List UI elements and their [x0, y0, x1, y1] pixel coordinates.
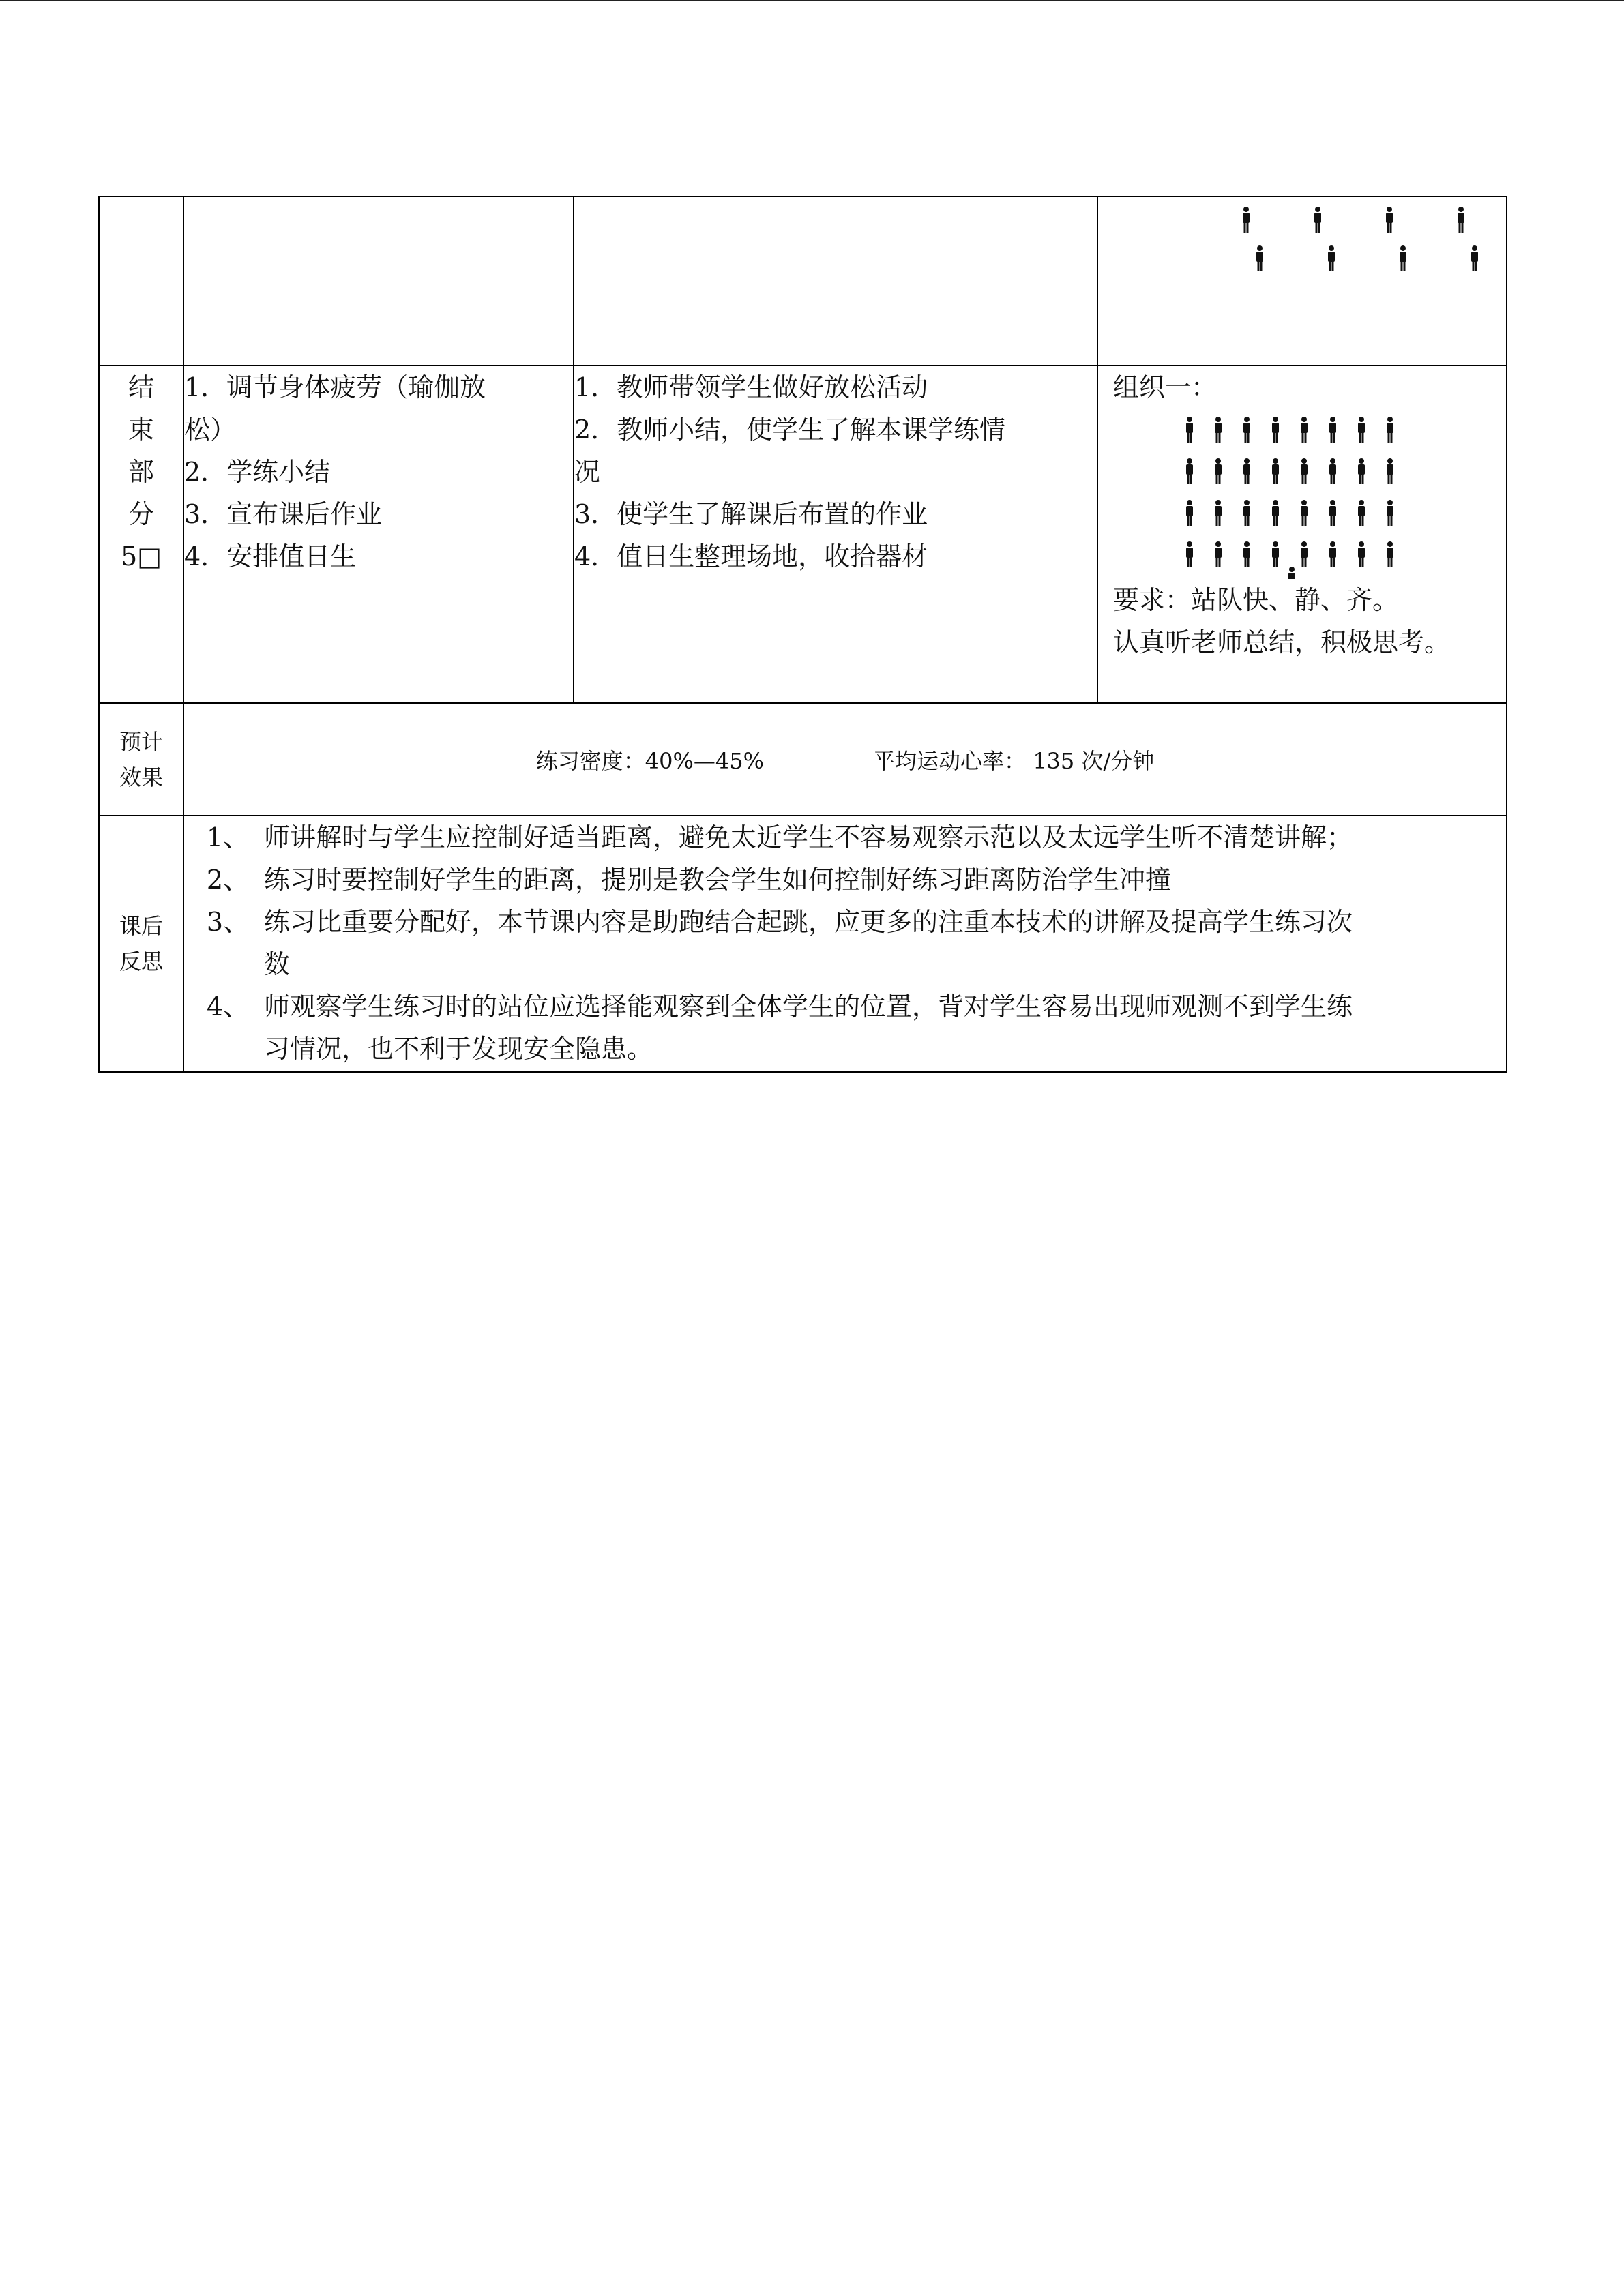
item-text: 练习比重要分配好，本节课内容是助跑结合起跳，应更多的注重本技术的讲解及提高学生练习次	[264, 907, 1353, 937]
student-figure-icon	[1458, 207, 1464, 233]
label-line: 效果	[119, 764, 163, 790]
student-figure-icon	[1329, 458, 1336, 484]
item-text: 师观察学生练习时的站位应选择能观察到全体学生的位置，背对学生容易出现师观测不到学生练	[264, 992, 1353, 1022]
content-line: 3．宣布课后作业	[184, 499, 383, 529]
ending-content-cell	[183, 366, 574, 703]
reflection-label	[99, 816, 183, 1072]
content-line: 1．调节身体疲劳（瑜伽放	[184, 372, 486, 402]
student-figure-icon	[1243, 417, 1250, 443]
continued-row	[99, 196, 1507, 366]
student-figure-icon	[1314, 207, 1321, 233]
student-figure-icon	[1272, 458, 1279, 484]
continued-label-cell	[99, 196, 183, 366]
student-figure-icon	[1329, 541, 1336, 567]
student-figure-icon	[1387, 500, 1393, 526]
method-line: 1．教师带领学生做好放松活动	[574, 372, 928, 402]
requirement-line: 认真听老师总结，积极思考。	[1113, 627, 1451, 657]
student-figure-icon	[1215, 500, 1222, 526]
method-line: 3．使学生了解课后布置的作业	[574, 499, 928, 529]
student-figure-icon	[1243, 207, 1250, 233]
student-figure-icon	[1186, 458, 1193, 484]
ending-organization-cell	[1097, 366, 1507, 703]
student-figure-icon	[1471, 245, 1478, 271]
student-figure-icon	[1215, 458, 1222, 484]
student-figure-icon	[1301, 541, 1308, 567]
student-figure-icon	[1272, 541, 1279, 567]
label-line: 预计	[119, 728, 163, 755]
page-top-border	[0, 0, 1624, 1]
student-figure-icon	[1288, 567, 1295, 579]
label-char: 束	[128, 415, 154, 445]
student-figure-icon	[1387, 417, 1393, 443]
lesson-plan-table	[98, 196, 1507, 1073]
reflection-cell	[183, 816, 1507, 1072]
student-figure-icon	[1329, 500, 1336, 526]
student-figure-icon	[1301, 500, 1308, 526]
continued-organization-cell	[1097, 196, 1507, 366]
organization-title: 组织一：	[1113, 372, 1217, 402]
student-figure-icon	[1387, 541, 1393, 567]
practice-density: 练习密度：40%—45%	[535, 747, 765, 774]
ending-section-row	[99, 366, 1507, 703]
content-line: 2．学练小结	[184, 457, 331, 487]
label-char: 部	[128, 457, 154, 487]
student-formation-diagram-top	[1098, 197, 1507, 279]
student-formation-diagram	[1113, 408, 1495, 579]
student-figure-icon	[1186, 541, 1193, 567]
student-figure-icon	[1243, 541, 1250, 567]
student-figure-icon	[1256, 245, 1263, 271]
method-line: 4．值日生整理场地，收拾器材	[574, 541, 928, 571]
reflection-item	[184, 816, 1506, 859]
student-figure-icon	[1328, 245, 1335, 271]
expected-effect-row	[99, 703, 1507, 816]
item-text: 练习时要控制好学生的距离，提别是教会学生如何控制好练习距离防治学生冲撞	[264, 865, 1172, 895]
item-number: 1、	[206, 822, 249, 852]
student-figure-icon	[1358, 417, 1365, 443]
item-number: 2、	[206, 865, 249, 895]
student-figure-icon	[1243, 458, 1250, 484]
label-char: 分	[128, 499, 154, 529]
item-text: 师讲解时与学生应控制好适当距离，避免太近学生不容易观察示范以及太远学生听不清楚讲解；	[264, 822, 1353, 852]
label-char: 结	[128, 372, 154, 402]
content-line: 4．安排值日生	[184, 541, 357, 571]
student-figure-icon	[1386, 207, 1393, 233]
student-figure-icon	[1358, 541, 1365, 567]
student-figure-icon	[1400, 245, 1406, 271]
expected-effect-label	[99, 703, 183, 816]
continued-method-cell	[574, 196, 1097, 366]
student-figure-icon	[1215, 541, 1222, 567]
student-figure-icon	[1243, 500, 1250, 526]
label-duration: 5□	[120, 541, 162, 571]
method-line: 况	[574, 457, 601, 487]
student-figure-icon	[1358, 458, 1365, 484]
student-figure-icon	[1215, 417, 1222, 443]
reflection-row	[99, 816, 1507, 1072]
item-text: 习情况，也不利于发现安全隐患。	[264, 1034, 653, 1064]
student-figure-icon	[1358, 500, 1365, 526]
student-figure-icon	[1272, 417, 1279, 443]
reflection-item	[184, 985, 1506, 1070]
expected-effect-cell	[183, 703, 1507, 816]
student-figure-icon	[1301, 458, 1308, 484]
label-line: 反思	[119, 949, 163, 974]
item-text: 数	[264, 949, 291, 979]
method-line: 2．教师小结，使学生了解本课学练情	[574, 415, 1006, 445]
student-figure-icon	[1301, 417, 1308, 443]
average-heart-rate: 平均运动心率： 135 次/分钟	[873, 747, 1155, 774]
label-line: 课后	[119, 913, 163, 939]
reflection-item	[184, 901, 1506, 985]
student-figure-icon	[1186, 417, 1193, 443]
reflection-item	[184, 859, 1506, 901]
item-number: 3、	[206, 907, 249, 937]
student-figure-icon	[1329, 417, 1336, 443]
content-line: 松）	[184, 415, 237, 445]
student-figure-icon	[1387, 458, 1393, 484]
requirement-line: 要求：站队快、静、齐。	[1113, 585, 1399, 615]
item-number: 4、	[206, 992, 249, 1022]
continued-content-cell	[183, 196, 574, 366]
student-figure-icon	[1272, 500, 1279, 526]
ending-section-label	[99, 366, 183, 703]
ending-methods-cell	[574, 366, 1097, 703]
student-figure-icon	[1186, 500, 1193, 526]
